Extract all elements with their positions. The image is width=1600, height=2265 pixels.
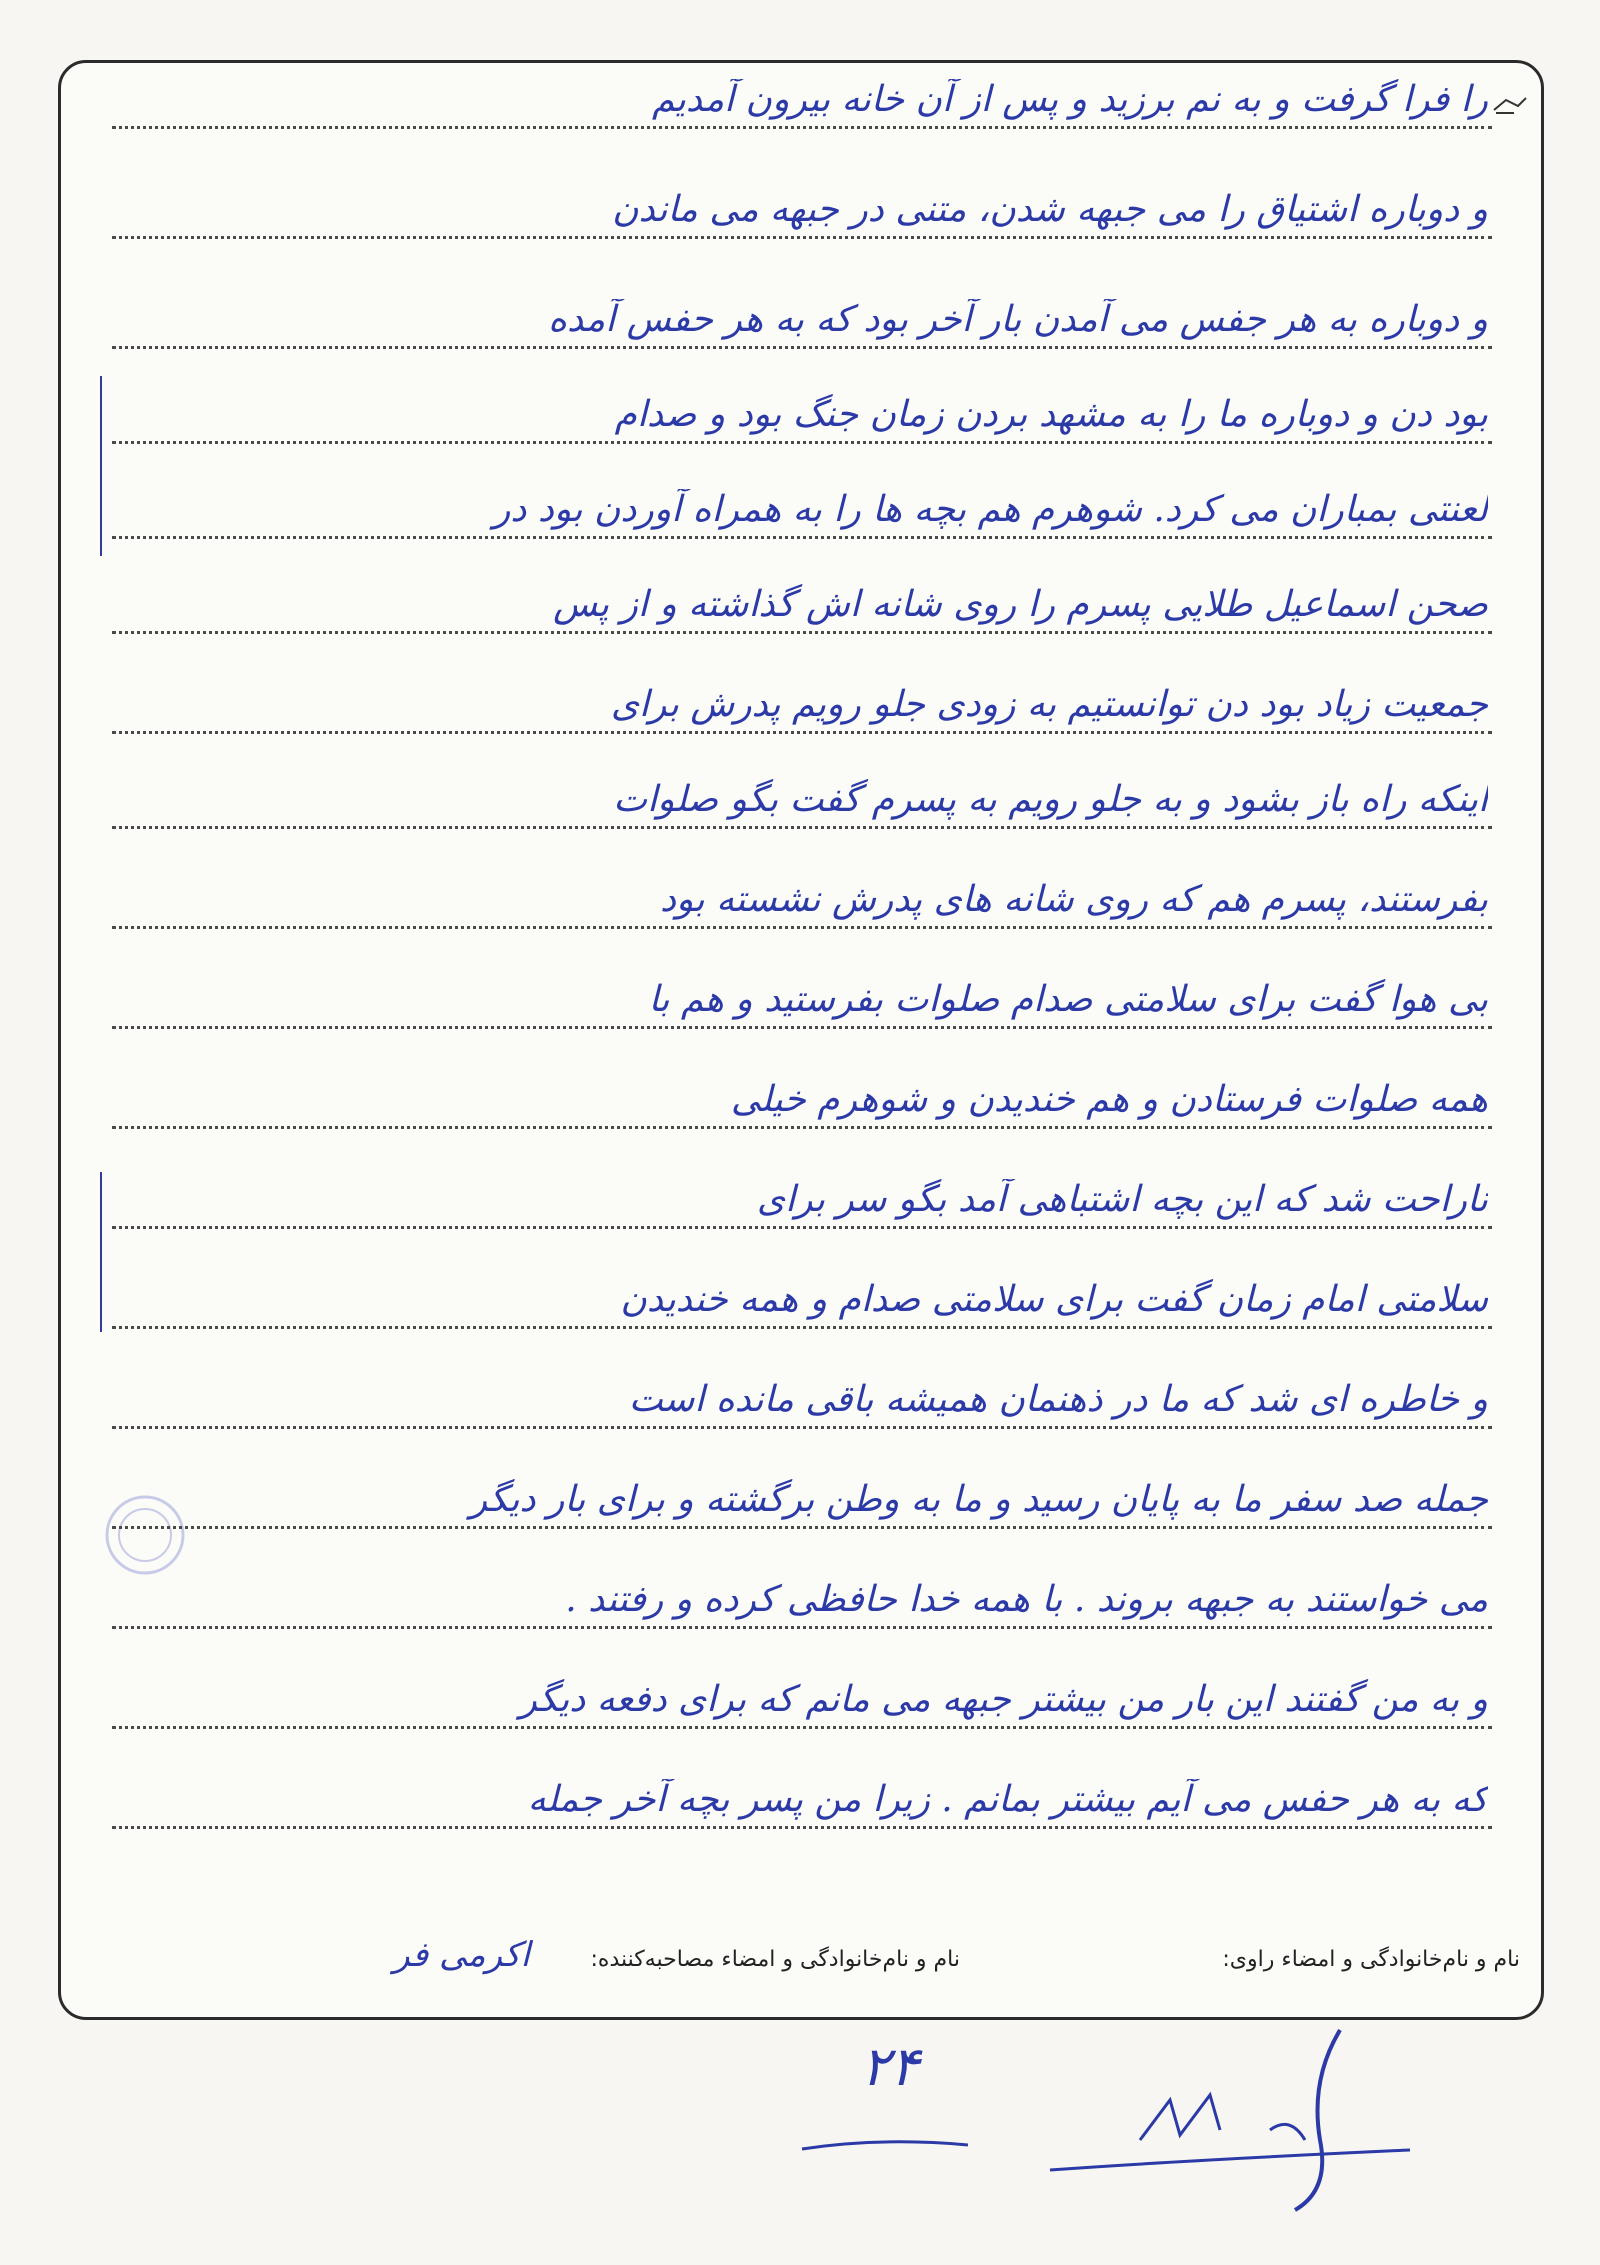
ruled-line <box>112 845 1492 929</box>
page-number: ۲۴ <box>860 2035 919 2098</box>
ruled-line <box>112 550 1492 634</box>
ruled-line <box>112 1345 1492 1429</box>
ruled-line <box>112 455 1492 539</box>
handwritten-line: و خاطره ای شد که ما در ذهنمان همیشه باقی مانده است <box>628 1379 1488 1420</box>
margin-mark <box>100 1172 102 1332</box>
interviewer-signature: اکرمی فر <box>393 1935 530 1975</box>
ruled-line <box>112 745 1492 829</box>
ruled-line <box>112 265 1492 349</box>
handwritten-line: بود دن و دوباره ما را به مشهد بردن زمان جنگ بود و صدام <box>614 394 1488 435</box>
pen-icon <box>1492 94 1528 116</box>
handwritten-line: لعنتی بمباران می کرد. شوهرم هم بچه ها را به همراه آوردن بود در <box>493 489 1488 530</box>
ruled-line <box>112 155 1492 239</box>
form-footer <box>80 1935 1520 1985</box>
page-number-underline <box>800 2135 970 2155</box>
handwritten-line: ناراحت شد که این بچه اشتباهی آمد بگو سر برای <box>756 1179 1488 1220</box>
ruled-line <box>112 1545 1492 1629</box>
interviewer-label: نام و نام‌خانوادگی و امضاء مصاحبه‌کننده: <box>590 1947 960 1972</box>
handwritten-line: سلامتی امام زمان گفت برای سلامتی صدام و همه خندیدن <box>620 1279 1488 1320</box>
handwritten-line: و به من گفتند این بار من بیشتر جبهه می مانم که برای دفعه دیگر <box>519 1679 1488 1720</box>
handwritten-line: جمعیت زیاد بود دن توانستیم به زودی جلو رویم پدرش برای <box>610 684 1488 725</box>
narrator-label: نام و نام‌خانوادگی و امضاء راوی: <box>1222 1947 1520 1972</box>
handwritten-line: و دوباره به هر جفس می آمدن بار آخر بود که به هر حفس آمده <box>548 299 1488 340</box>
ruled-line <box>112 1145 1492 1229</box>
ruled-line <box>112 1745 1492 1829</box>
handwritten-line: می خواستند به جبهه بروند . با همه خدا حافظی کرده و رفتند . <box>565 1579 1488 1620</box>
ruled-line <box>112 945 1492 1029</box>
handwritten-line: را فرا گرفت و به نم برزید و پس از آن خانه بیرون آمدیم <box>651 79 1488 120</box>
ruled-line <box>112 1645 1492 1729</box>
ruled-line <box>112 360 1492 444</box>
handwritten-line: و دوباره اشتیاق را می جبهه شدن، متنی در جبهه می ماندن <box>612 189 1488 230</box>
ruled-line <box>112 45 1492 129</box>
handwritten-line: صحن اسماعیل طلایی پسرم را روی شانه اش گذاشته و از پس <box>553 584 1488 625</box>
handwritten-line: اینکه راه باز بشود و به جلو رویم به پسرم گفت بگو صلوات <box>613 779 1488 820</box>
ruled-line <box>112 1045 1492 1129</box>
ruled-line <box>112 1245 1492 1329</box>
handwritten-line: جمله صد سفر ما به پایان رسید و ما به وطن برگشته و برای بار دیگر <box>469 1479 1488 1520</box>
handwritten-line: که به هر حفس می آیم بیشتر بمانم . زیرا من پسر بچه آخر جمله <box>527 1779 1488 1820</box>
signature-scribble <box>1040 2020 1420 2220</box>
margin-mark <box>100 376 102 556</box>
handwritten-line: همه صلوات فرستادن و هم خندیدن و شوهرم خیلی <box>730 1079 1488 1120</box>
handwritten-line: بی هوا گفت برای سلامتی صدام صلوات بفرستید و هم با <box>648 979 1488 1020</box>
ruled-line <box>112 650 1492 734</box>
ruled-line <box>112 1445 1492 1529</box>
handwritten-line: بفرستند، پسرم هم که روی شانه های پدرش نشسته بود <box>660 879 1488 920</box>
